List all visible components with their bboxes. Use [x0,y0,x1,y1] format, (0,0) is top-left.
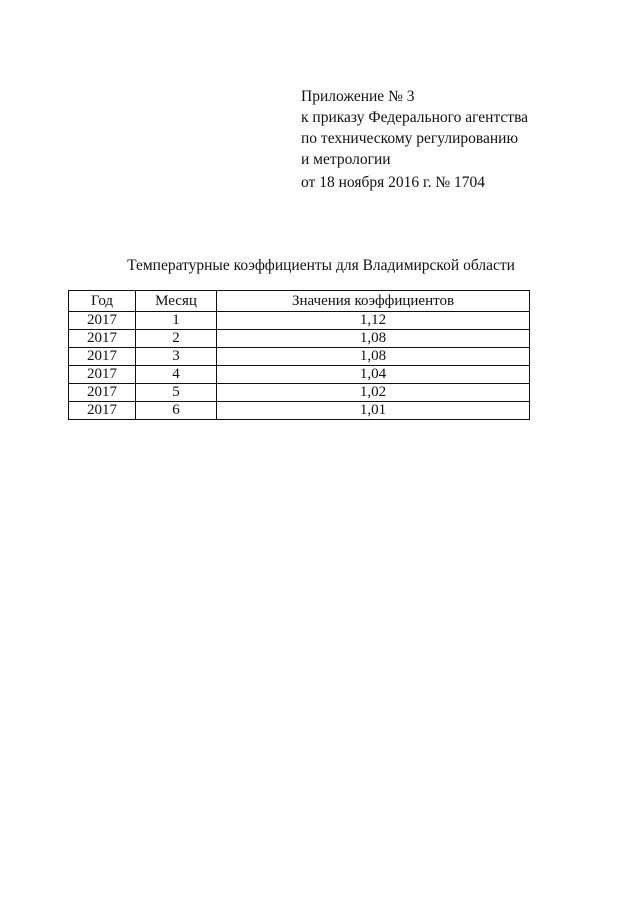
cell-month: 1 [136,312,217,330]
order-reference-line-3: и метрологии [301,151,391,168]
column-header-year: Год [69,291,136,312]
document-title: Температурные коэффициенты для Владимирской области [127,257,515,274]
cell-value: 1,08 [217,330,530,348]
table-row [69,348,530,366]
cell-value: 1,08 [217,348,530,366]
cell-value: 1,12 [217,312,530,330]
table-row [69,330,530,348]
cell-year: 2017 [69,366,136,384]
cell-year: 2017 [69,348,136,366]
table-header-row [69,291,530,312]
table-row [69,312,530,330]
order-reference-line-1: к приказу Федерального агентства [301,109,529,126]
appendix-number: Приложение № 3 [301,88,415,105]
cell-year: 2017 [69,330,136,348]
cell-month: 5 [136,384,217,402]
column-header-month: Месяц [136,291,217,312]
appendix-header [301,86,528,193]
cell-month: 3 [136,348,217,366]
table-row [69,402,530,420]
cell-value: 1,02 [217,384,530,402]
cell-year: 2017 [69,402,136,420]
cell-year: 2017 [69,312,136,330]
cell-month: 6 [136,402,217,420]
coefficients-table [68,290,530,420]
order-reference-line-2: по техническому регулированию [301,130,519,147]
order-date-number: от 18 ноября 2016 г. № 1704 [301,174,485,191]
cell-month: 2 [136,330,217,348]
table-row [69,366,530,384]
column-header-values: Значения коэффициентов [217,291,530,312]
cell-value: 1,01 [217,402,530,420]
cell-month: 4 [136,366,217,384]
cell-year: 2017 [69,384,136,402]
table-row [69,384,530,402]
cell-value: 1,04 [217,366,530,384]
